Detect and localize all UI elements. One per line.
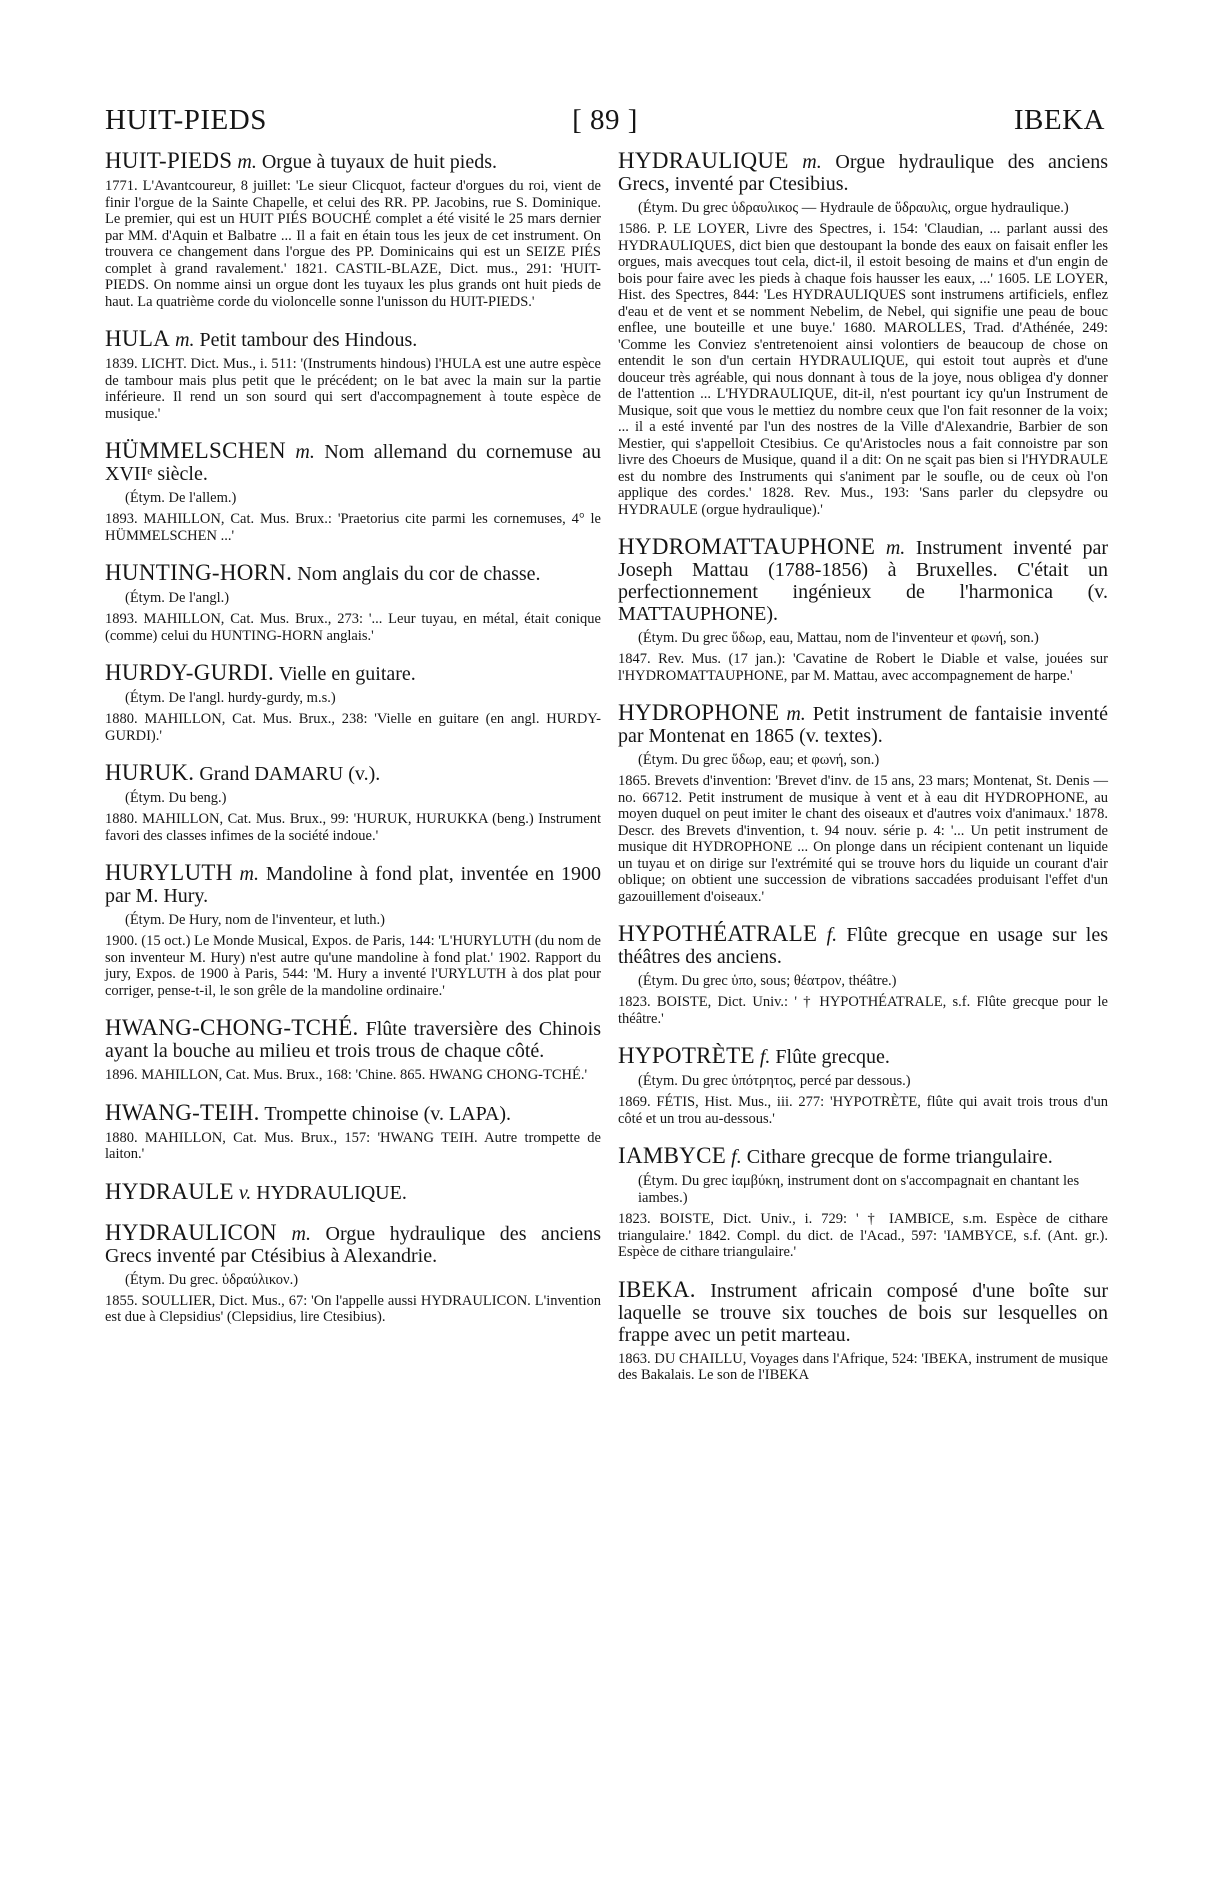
citation: 1823. BOISTE, Dict. Univ.: ' † HYPOTHÉATRALE, s.f. Flûte grecque pour le théâtre.' — [618, 994, 1108, 1027]
entry-heading-line — [105, 1099, 601, 1125]
citation: 1893. MAHILLON, Cat. Mus. Brux., 273: '... Leur tuyau, en métal, était conique (comme) celui du HUNTING-HORN anglais.' — [105, 611, 601, 644]
entry-heading-line — [105, 1219, 602, 1267]
headword: HYPOTHÉATRALE — [618, 921, 818, 946]
definition: Flûte traversière des Chinois ayant la bouche au milieu et trois trous de chaque côté. — [105, 1018, 601, 1062]
dictionary-entry — [618, 923, 1108, 1027]
citation: 1855. SOULLIER, Dict. Mus., 67: 'On l'appelle aussi HYDRAULICON. L'invention est due à Clepsidius' (Clepsidius, lire Ctesibius). — [105, 1292, 601, 1325]
grammar-label: f. — [759, 1046, 771, 1068]
definition: Petit instrument de fantaisie inventé par Montenat en 1865 (v. textes). — [618, 703, 1109, 747]
grammar-label: m. — [885, 537, 906, 559]
etymology: (Étym. Du beng.) — [125, 790, 227, 806]
entry-heading-line — [618, 536, 1108, 625]
dictionary-entry — [105, 1017, 601, 1084]
page-number: [ 89 ] — [572, 104, 638, 136]
etymology: (Étym. Du grec ὑδραυλικος — Hydraule de ὕδραυλις, orgue hydraulique.) — [638, 200, 1069, 216]
etymology: (Étym. De l'allem.) — [125, 490, 237, 506]
running-head — [105, 104, 1105, 144]
etymology: (Étym. Du grec ἰαμβύκη, instrument dont on s'accompagnait en chantant les iambes.) — [638, 1173, 1080, 1206]
dictionary-entry — [618, 1045, 1108, 1127]
headword: HYDRAULE — [105, 1178, 234, 1204]
grammar-label: m. — [295, 441, 315, 463]
headword: IAMBYCE — [618, 1143, 727, 1168]
entry-heading-line — [618, 1145, 1108, 1168]
headword: HYPOTRÈTE — [618, 1043, 755, 1068]
entry-heading-line — [618, 702, 1108, 747]
etymology: (Étym. Du grec ὑπότρητος, percé par dessous.) — [638, 1073, 911, 1089]
citation: 1847. Rev. Mus. (17 jan.): 'Cavatine de Robert le Diable et valse, jouées sur l'HYDROMATTAUPHONE, par M. Mattau, avec accompagnement de harpe.' — [618, 651, 1108, 684]
citation: 1823. BOISTE, Dict. Univ., i. 729: ' † IAMBICE, s.m. Espèce de cithare triangulaire.' 1842. Compl. du dict. de l'Acad., 597: 'IAMBYCE, s.f. (Ant. gr.). Espèce de cithare triangulaire.' — [618, 1211, 1108, 1260]
etymology: (Étym. Du grec ὑπο, sous; θέατρον, théâtre.) — [638, 973, 897, 989]
headword: HURDY-GURDI. — [105, 660, 275, 685]
entry-heading-line — [105, 662, 601, 685]
citation: 1865. Brevets d'invention: 'Brevet d'inv. de 15 ans, 23 mars; Montenat, St. Denis — no. 66712. Petit instrument de musique à vent et à eau dit HYDROPHONE, au moyen duquel on peut imiter le chant des oiseaux et d'autres voix d'animaux.' 1878. Descr. des Brevets d'invention, t. 94 nouv. série p. 4: '... Un petit instrument de musique dit HYDROPHONE ... On plonge dans un récipient contenant un liquide un tuyau et on dirige sur l'extrémité qui se trouve hors du liquide un courant d'air oblique; on obtient une succession de vibrations saccadées produisant l'effet d'un gazouillement d'oiseaux.' — [618, 773, 1108, 905]
citation: 1771. L'Avantcoureur, 8 juillet: 'Le sieur Clicquot, facteur d'orgues du roi, vient de finir l'orgue de la Sainte Chapelle, et celui des RR. PP. Jacobins, rue S. Dominique. Le premier, qui est un HUIT PIÉS BOUCHÉ complet a été visité le 25 mars dernier par MM. d'Aquin et Balbatre ... Il a fait en étain tous les jeux de cet instrument. On trouvera ce changement dans l'orgue des PP. Dominicains qui est un SEIZE PIÉS complet à grand ravalement.' 1821. CASTIL-BLAZE, Dict. mus., 291: 'HUIT-PIEDS. On nomme ainsi un orgue dont les tuyaux les plus grands ont huit pieds de haut. La quatrième corde du violoncelle sonne l'unisson du HUIT-PIEDS.' — [105, 178, 601, 310]
dictionary-entry — [618, 1276, 1108, 1384]
dictionary-entry — [618, 536, 1108, 684]
definition: Nom allemand du cornemuse au XVIIᵉ siècle. — [105, 441, 601, 485]
headword: HURYLUTH — [105, 860, 233, 885]
definition: Flûte grecque. — [775, 1046, 890, 1068]
grammar-label: m. — [237, 151, 257, 173]
citation: 1880. MAHILLON, Cat. Mus. Brux., 157: 'HWANG TEIH. Autre trompette de laiton.' — [105, 1129, 601, 1162]
entry-heading-line — [105, 150, 601, 173]
grammar-label: m. — [239, 863, 259, 885]
etymology: (Étym. De l'angl. hurdy-gurdy, m.s.) — [125, 690, 336, 706]
grammar-label: f. — [731, 1146, 742, 1168]
grammar-label: v. — [238, 1181, 252, 1204]
entry-heading-line — [618, 923, 1108, 968]
definition: Petit tambour des Hindous. — [199, 329, 418, 351]
running-head-right: IBEKA — [1013, 104, 1105, 136]
headword: IBEKA. — [618, 1276, 696, 1302]
headword: HYDRAULIQUE — [618, 148, 789, 173]
citation: 1900. (15 oct.) Le Monde Musical, Expos. de Paris, 144: 'L'HURYLUTH (du nom de son inventeur M. Hury) n'est autre qu'une mandoline à fond plat.' 1902. Rapport du jury, Expos. de 1900 à Paris, 544: 'M. Hury a inventé l'URYLUTH à dos plat pour corriger, pense-t-il, le son grêle de la mandoline ordinaire.' — [105, 933, 601, 999]
grammar-label: m. — [786, 703, 806, 725]
entry-heading-line — [105, 562, 601, 585]
citation: 1893. MAHILLON, Cat. Mus. Brux.: 'Praetorius cite parmi les cornemuses, 4° le HÜMMELSCHEN ...' — [105, 511, 601, 544]
citation: 1586. P. LE LOYER, Livre des Spectres, i. 154: 'Claudian, ... parlant aussi des HYDRAULIQUES, dict bien que destoupant la bonde des eaux on faisait enfler les orgues, mais avecques tout cela, dict-il, il estoit besoing de mains et d'un engin de bois pour faire avec les pieds à chaque fois hausser les eaux, ...' 1605. LE LOYER, Hist. des Spectres, 844: 'Les HYDRAULIQUES sont instrumens artificiels, enflez d'eau et de vent et se nomment Nebelim, de Nebel, qui signifie une peau de bouc enflee, une bouteille et une buye.' 1680. MAROLLES, Trad. d'Athénée, 249: 'Comme les Conviez s'entretenoient ainsi volontiers de beaucoup de chose on entendit le son d'un certain HYDRAULIQUE, qui estoit tout auprès et d'une douceur très agréable, qui nous donnant à tous de la joye, nous obligea d'y donner de l'attention ... L'HYDRAULIQUE, dit-il, n'est pourtant icy qu'un Instrument de Musique, soit que vous le mettiez du nombre ceux que l'on fait resonner de la voix; ... il a esté inventé par l'un des nostres de la Ville d'Alexandrie, Barbier de son Mestier, qui s'appelloit Ctesibius. Ce qu'Aristocles nous a fait connoistre par son livre des Choeurs de Musique, quand il a dit: On ne sçait pas bien si l'HYDRAULE est du nombre des Instruments qui s'animent par le soufle, ou de ceux où l'on applique des cordes.' 1828. Rev. Mus., 193: 'Sans parler du clepsydre ou HYDRAULE (orgue hydraulique).' — [618, 221, 1108, 518]
definition: Orgue hydraulique des anciens Grecs, inventé par Ctesibius. — [618, 151, 1109, 195]
definition: Instrument africain composé d'une boîte sur laquelle se trouve six touches de bois sur lesquelles on frappe avec un petit marteau. — [618, 1279, 1108, 1346]
grammar-label: m. — [802, 151, 822, 173]
definition: Grand DAMARU (v.). — [199, 763, 381, 785]
running-head-left: HUIT-PIEDS — [105, 104, 267, 136]
dictionary-entry — [105, 1178, 601, 1204]
citation: 1863. DU CHAILLU, Voyages dans l'Afrique, 524: 'IBEKA, instrument de musique des Bakalais. Le son de l'IBEKA — [618, 1350, 1108, 1383]
entry-heading-line — [618, 1045, 1108, 1068]
headword: HUNTING-HORN. — [105, 560, 293, 585]
definition: Nom anglais du cor de chasse. — [297, 563, 541, 585]
etymology: (Étym. Du grec ὕδωρ, eau, Mattau, nom de l'inventeur et φωνή, son.) — [638, 630, 1039, 646]
definition: HYDRAULIQUE. — [256, 1181, 407, 1204]
definition: Orgue à tuyaux de huit pieds. — [261, 151, 497, 173]
definition: Orgue hydraulique des anciens Grecs inventé par Ctésibius à Alexandrie. — [105, 1222, 602, 1267]
etymology: (Étym. De l'angl.) — [125, 590, 230, 606]
citation: 1880. MAHILLON, Cat. Mus. Brux., 99: 'HURUK, HURUKKA (beng.) Instrument favori des classes infimes de la société indoue.' — [105, 811, 601, 844]
headword: HUIT-PIEDS — [105, 148, 233, 173]
dictionary-entry — [105, 862, 601, 999]
etymology: (Étym. Du grec ὕδωρ, eau; et φωνή, son.) — [638, 752, 880, 768]
grammar-label: f. — [826, 924, 838, 946]
citation: 1839. LICHT. Dict. Mus., i. 511: '(Instruments hindous) l'HULA est une autre espèce de tambour mais plus petit que le précédent; on le bat avec la main sur la partie inférieure. Il rend un son sourd qui sert d'accompagnement à toute espèce de musique.' — [105, 356, 601, 422]
entry-heading-line — [105, 1017, 601, 1062]
entry-heading-line — [618, 150, 1108, 195]
dictionary-entry — [105, 328, 601, 422]
entry-heading-line — [105, 862, 601, 907]
dictionary-entry — [105, 562, 601, 644]
citation: 1896. MAHILLON, Cat. Mus. Brux., 168: 'Chine. 865. HWANG CHONG-TCHÉ.' — [105, 1067, 588, 1083]
left-column — [105, 150, 601, 1344]
entry-heading-line — [618, 1276, 1108, 1346]
headword: HÜMMELSCHEN — [105, 438, 286, 463]
definition: Mandoline à fond plat, inventée en 1900 par M. Hury. — [105, 863, 601, 907]
right-column — [618, 150, 1108, 1402]
headword: HWANG-TEIH. — [105, 1099, 260, 1125]
headword: HYDROMATTAUPHONE — [618, 534, 876, 559]
dictionary-entry — [618, 1145, 1108, 1261]
etymology: (Étym. Du grec. ὑδραύλικον.) — [125, 1271, 299, 1288]
headword: HYDRAULICON — [105, 1219, 277, 1245]
entry-heading-line — [105, 440, 601, 485]
grammar-label: m. — [175, 329, 195, 351]
headword: HULA — [105, 326, 171, 351]
dictionary-entry — [105, 440, 601, 544]
headword: HYDROPHONE — [618, 700, 780, 725]
dictionary-entry — [618, 150, 1108, 518]
definition: Flûte grecque en usage sur les théâtres des anciens. — [618, 924, 1109, 968]
entry-heading-line — [105, 1178, 601, 1204]
dictionary-entry — [105, 762, 601, 844]
headword: HURUK. — [105, 760, 195, 785]
citation: 1869. FÉTIS, Hist. Mus., iii. 277: 'HYPOTRÈTE, flûte qui avait trois trous d'un côté et un trou au-dessous.' — [618, 1094, 1108, 1127]
headword: HWANG-CHONG-TCHÉ. — [105, 1015, 359, 1040]
dictionary-entry — [105, 1099, 601, 1163]
definition: Vielle en guitare. — [278, 663, 416, 685]
entry-heading-line — [105, 762, 601, 785]
dictionary-entry — [105, 150, 601, 310]
definition: Trompette chinoise (v. LAPA). — [264, 1102, 511, 1125]
etymology: (Étym. De Hury, nom de l'inventeur, et luth.) — [125, 912, 386, 928]
dictionary-entry — [618, 702, 1108, 905]
citation: 1880. MAHILLON, Cat. Mus. Brux., 238: 'Vielle en guitare (en angl. HURDY-GURDI).' — [105, 711, 601, 744]
definition: Cithare grecque de forme triangulaire. — [746, 1146, 1053, 1168]
grammar-label: m. — [291, 1222, 311, 1245]
dictionary-entry — [105, 662, 601, 744]
entry-heading-line — [105, 328, 601, 351]
definition: Instrument inventé par Joseph Mattau (1788-1856) à Bruxelles. C'était un perfectionnement ingénieux de l'harmonica (v. MATTAUPHONE). — [618, 537, 1108, 625]
dictionary-entry — [105, 1219, 602, 1326]
